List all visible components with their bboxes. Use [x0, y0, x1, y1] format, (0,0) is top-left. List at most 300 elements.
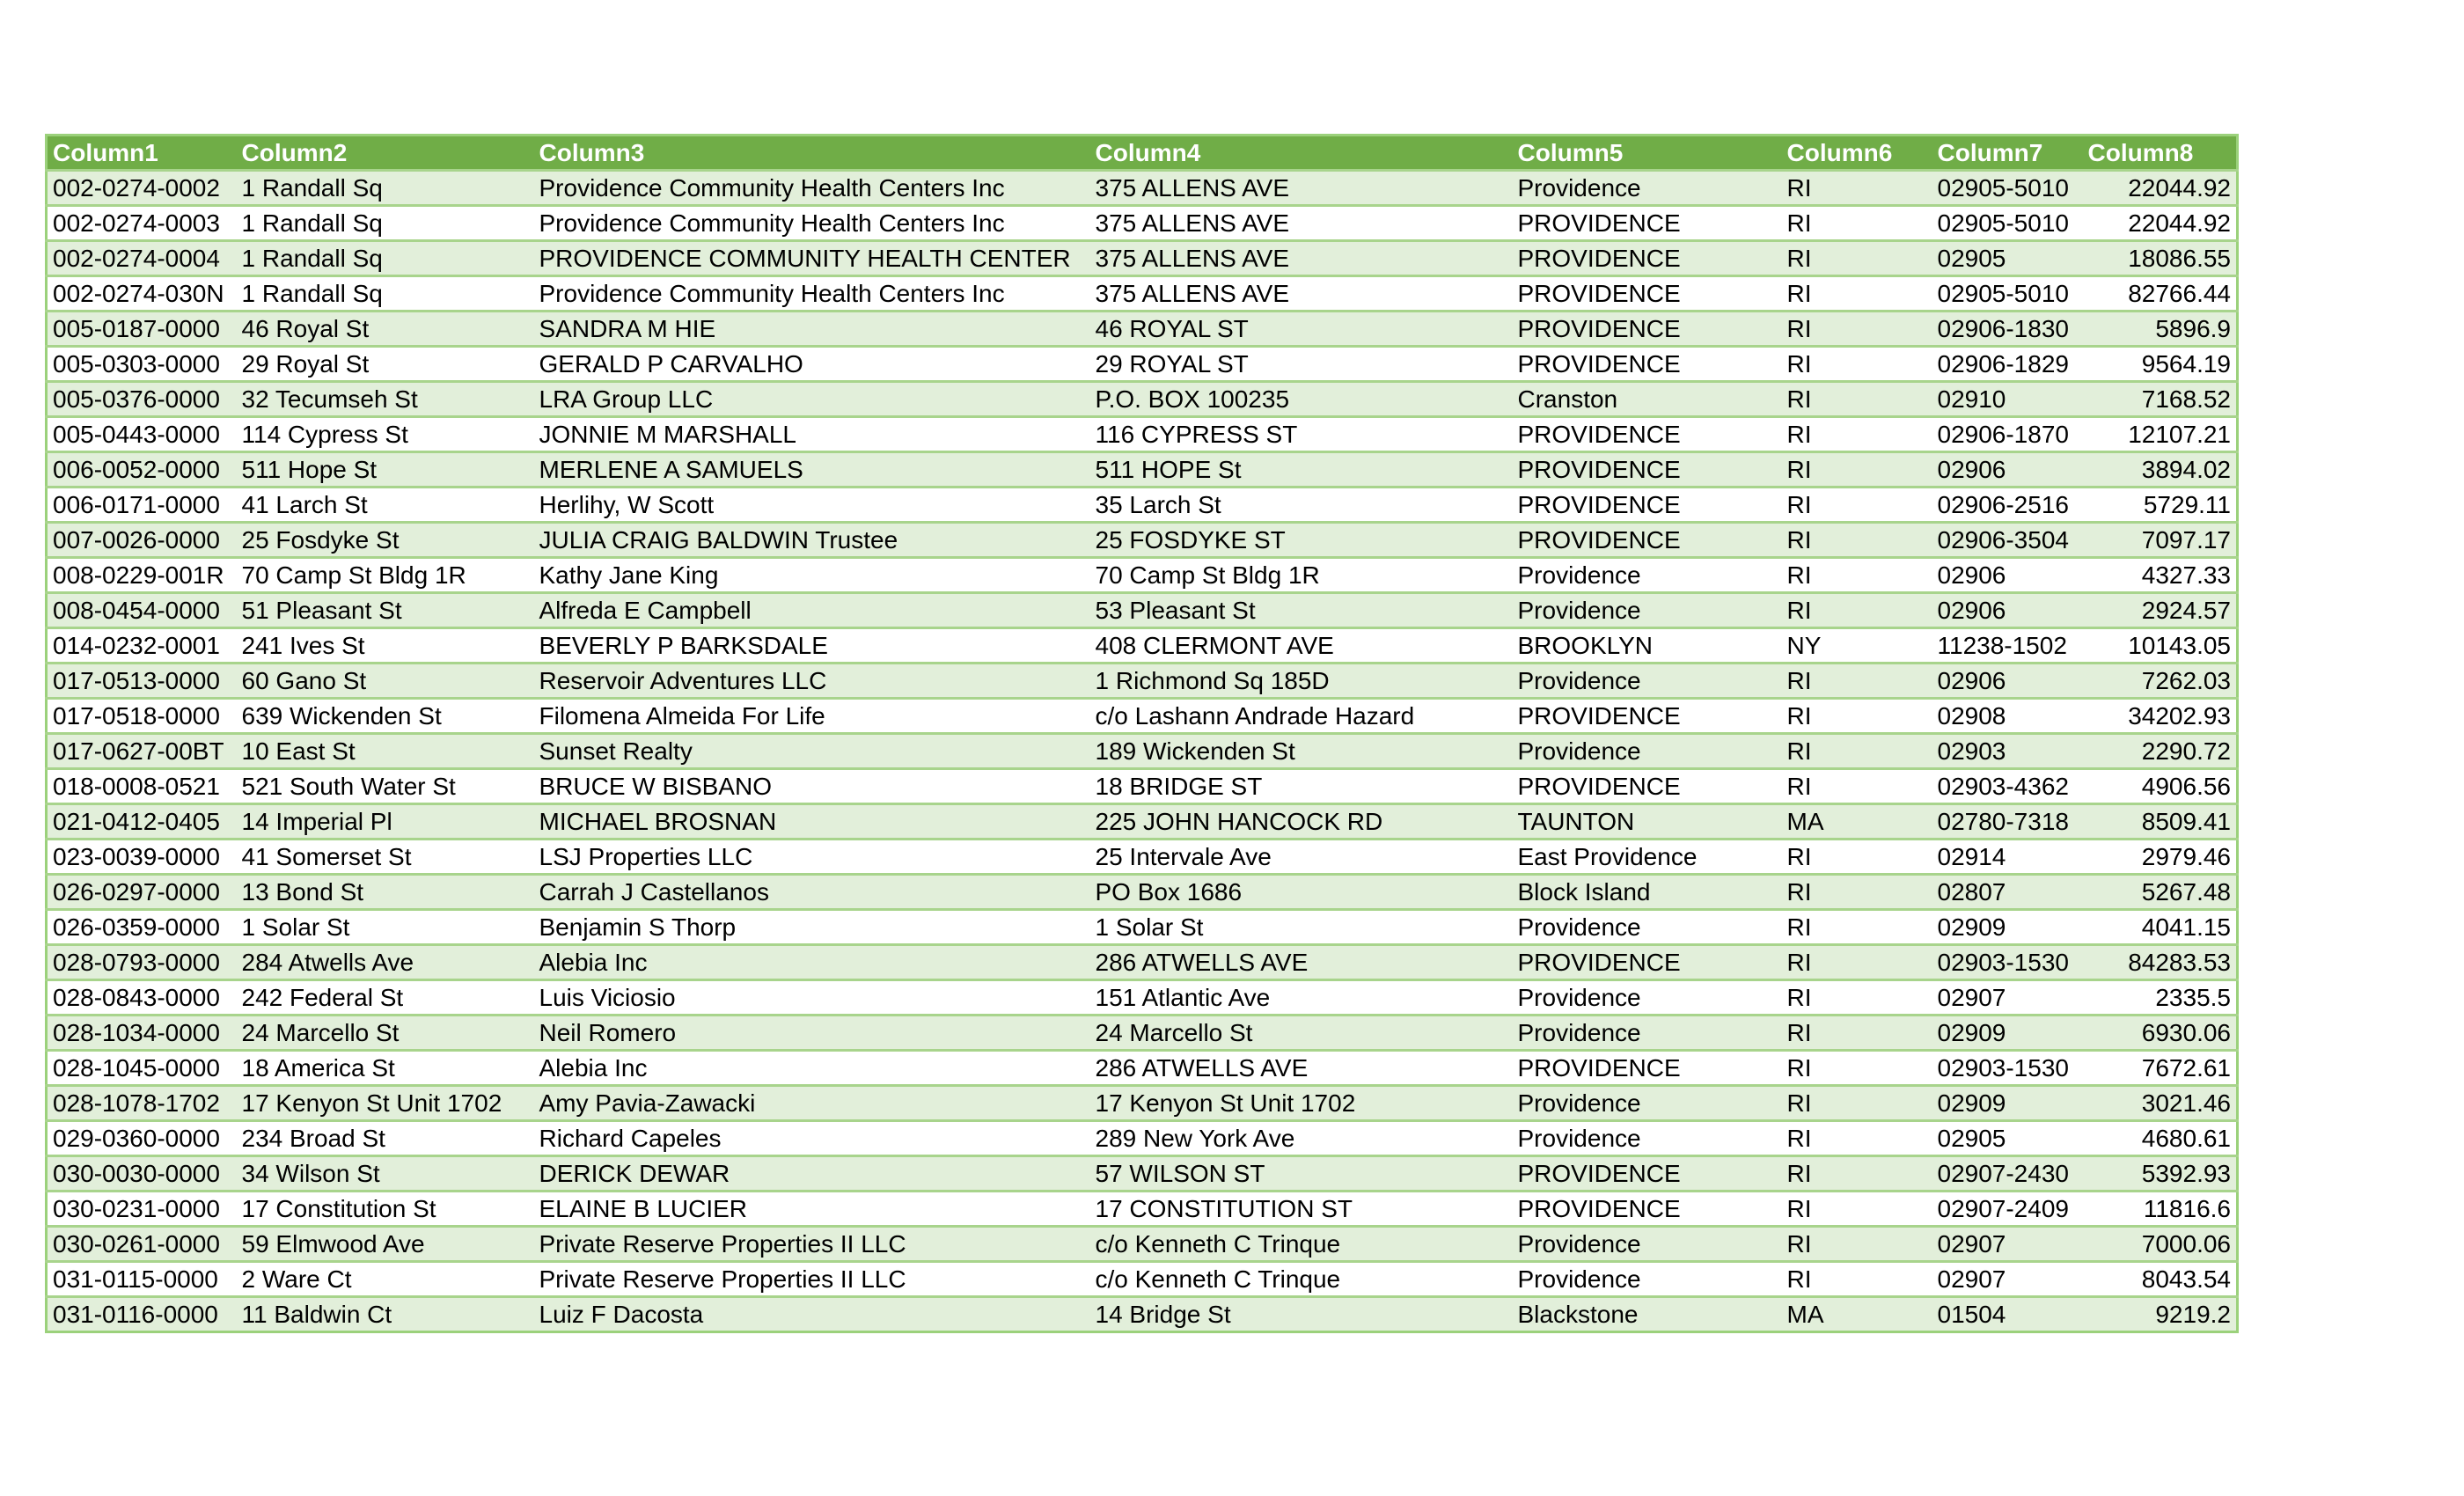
amount-cell[interactable]: 10143.05 [2083, 628, 2238, 664]
state-cell[interactable]: RI [1782, 840, 1932, 875]
city-cell[interactable]: PROVIDENCE [1513, 452, 1782, 488]
city-cell[interactable]: PROVIDENCE [1513, 417, 1782, 452]
city-cell[interactable]: Providence [1513, 171, 1782, 206]
parcel-id-cell[interactable]: 030-0261-0000 [47, 1227, 237, 1262]
amount-cell[interactable]: 7168.52 [2083, 382, 2238, 417]
zip-cell[interactable]: 02906-2516 [1932, 488, 2083, 523]
mailing-address-cell[interactable]: PO Box 1686 [1090, 875, 1513, 910]
amount-cell[interactable]: 3021.46 [2083, 1086, 2238, 1121]
location-cell[interactable]: 234 Broad St [237, 1121, 534, 1156]
owner-cell[interactable]: Providence Community Health Centers Inc [534, 276, 1090, 312]
city-cell[interactable]: PROVIDENCE [1513, 241, 1782, 276]
parcel-id-cell[interactable]: 014-0232-0001 [47, 628, 237, 664]
parcel-id-cell[interactable]: 017-0518-0000 [47, 699, 237, 734]
zip-cell[interactable]: 02903-1530 [1932, 945, 2083, 980]
owner-cell[interactable]: Private Reserve Properties II LLC [534, 1262, 1090, 1297]
city-cell[interactable]: Providence [1513, 1016, 1782, 1051]
mailing-address-cell[interactable]: 375 ALLENS AVE [1090, 276, 1513, 312]
location-cell[interactable]: 29 Royal St [237, 347, 534, 382]
column-header[interactable]: Column3 [534, 136, 1090, 171]
location-cell[interactable]: 70 Camp St Bldg 1R [237, 558, 534, 593]
amount-cell[interactable]: 84283.53 [2083, 945, 2238, 980]
location-cell[interactable]: 10 East St [237, 734, 534, 769]
zip-cell[interactable]: 02903-1530 [1932, 1051, 2083, 1086]
state-cell[interactable]: RI [1782, 664, 1932, 699]
owner-cell[interactable]: Filomena Almeida For Life [534, 699, 1090, 734]
zip-cell[interactable]: 02907-2409 [1932, 1192, 2083, 1227]
owner-cell[interactable]: Kathy Jane King [534, 558, 1090, 593]
owner-cell[interactable]: Reservoir Adventures LLC [534, 664, 1090, 699]
location-cell[interactable]: 51 Pleasant St [237, 593, 534, 628]
state-cell[interactable]: RI [1782, 699, 1932, 734]
amount-cell[interactable]: 8043.54 [2083, 1262, 2238, 1297]
owner-cell[interactable]: Alfreda E Campbell [534, 593, 1090, 628]
mailing-address-cell[interactable]: 29 ROYAL ST [1090, 347, 1513, 382]
owner-cell[interactable]: Richard Capeles [534, 1121, 1090, 1156]
parcel-id-cell[interactable]: 005-0376-0000 [47, 382, 237, 417]
location-cell[interactable]: 17 Kenyon St Unit 1702 [237, 1086, 534, 1121]
city-cell[interactable]: Providence [1513, 1262, 1782, 1297]
location-cell[interactable]: 60 Gano St [237, 664, 534, 699]
owner-cell[interactable]: Herlihy, W Scott [534, 488, 1090, 523]
location-cell[interactable]: 14 Imperial Pl [237, 804, 534, 840]
state-cell[interactable]: RI [1782, 945, 1932, 980]
state-cell[interactable]: MA [1782, 1297, 1932, 1332]
mailing-address-cell[interactable]: 225 JOHN HANCOCK RD [1090, 804, 1513, 840]
city-cell[interactable]: Providence [1513, 1227, 1782, 1262]
zip-cell[interactable]: 02905 [1932, 241, 2083, 276]
amount-cell[interactable]: 4906.56 [2083, 769, 2238, 804]
mailing-address-cell[interactable]: 25 FOSDYKE ST [1090, 523, 1513, 558]
table-row [47, 664, 2238, 699]
owner-cell[interactable]: Private Reserve Properties II LLC [534, 1227, 1090, 1262]
table-row [47, 347, 2238, 382]
mailing-address-cell[interactable]: 57 WILSON ST [1090, 1156, 1513, 1192]
parcel-id-cell[interactable]: 029-0360-0000 [47, 1121, 237, 1156]
table-row [47, 417, 2238, 452]
parcel-id-cell[interactable]: 005-0303-0000 [47, 347, 237, 382]
owner-cell[interactable]: LSJ Properties LLC [534, 840, 1090, 875]
mailing-address-cell[interactable]: 14 Bridge St [1090, 1297, 1513, 1332]
amount-cell[interactable]: 4041.15 [2083, 910, 2238, 945]
owner-cell[interactable]: JULIA CRAIG BALDWIN Trustee [534, 523, 1090, 558]
zip-cell[interactable]: 02807 [1932, 875, 2083, 910]
mailing-address-cell[interactable]: c/o Lashann Andrade Hazard [1090, 699, 1513, 734]
state-cell[interactable]: RI [1782, 1192, 1932, 1227]
state-cell[interactable]: RI [1782, 1121, 1932, 1156]
table-row [47, 804, 2238, 840]
location-cell[interactable]: 241 Ives St [237, 628, 534, 664]
state-cell[interactable]: RI [1782, 1016, 1932, 1051]
mailing-address-cell[interactable]: 286 ATWELLS AVE [1090, 1051, 1513, 1086]
table-row [47, 1156, 2238, 1192]
parcel-id-cell[interactable]: 006-0171-0000 [47, 488, 237, 523]
owner-cell[interactable]: SANDRA M HIE [534, 312, 1090, 347]
amount-cell[interactable]: 22044.92 [2083, 206, 2238, 241]
state-cell[interactable]: RI [1782, 1086, 1932, 1121]
location-cell[interactable]: 24 Marcello St [237, 1016, 534, 1051]
mailing-address-cell[interactable]: c/o Kenneth C Trinque [1090, 1262, 1513, 1297]
mailing-address-cell[interactable]: 375 ALLENS AVE [1090, 171, 1513, 206]
amount-cell[interactable]: 5392.93 [2083, 1156, 2238, 1192]
zip-cell[interactable]: 02907 [1932, 980, 2083, 1016]
amount-cell[interactable]: 3894.02 [2083, 452, 2238, 488]
parcel-id-cell[interactable]: 031-0116-0000 [47, 1297, 237, 1332]
location-cell[interactable]: 242 Federal St [237, 980, 534, 1016]
zip-cell[interactable]: 02906-1829 [1932, 347, 2083, 382]
amount-cell[interactable]: 22044.92 [2083, 171, 2238, 206]
table-row [47, 312, 2238, 347]
table-row [47, 593, 2238, 628]
zip-cell[interactable]: 02907 [1932, 1262, 2083, 1297]
mailing-address-cell[interactable]: 17 Kenyon St Unit 1702 [1090, 1086, 1513, 1121]
state-cell[interactable]: RI [1782, 558, 1932, 593]
city-cell[interactable]: PROVIDENCE [1513, 945, 1782, 980]
amount-cell[interactable]: 7672.61 [2083, 1051, 2238, 1086]
city-cell[interactable]: PROVIDENCE [1513, 1051, 1782, 1086]
state-cell[interactable]: RI [1782, 241, 1932, 276]
table-row [47, 276, 2238, 312]
state-cell[interactable]: RI [1782, 417, 1932, 452]
city-cell[interactable]: BROOKLYN [1513, 628, 1782, 664]
table-row [47, 382, 2238, 417]
location-cell[interactable]: 2 Ware Ct [237, 1262, 534, 1297]
column-header[interactable]: Column5 [1513, 136, 1782, 171]
state-cell[interactable]: NY [1782, 628, 1932, 664]
zip-cell[interactable]: 02910 [1932, 382, 2083, 417]
zip-cell[interactable]: 02908 [1932, 699, 2083, 734]
owner-cell[interactable]: Amy Pavia-Zawacki [534, 1086, 1090, 1121]
zip-cell[interactable]: 02905-5010 [1932, 276, 2083, 312]
amount-cell[interactable]: 82766.44 [2083, 276, 2238, 312]
table-row [47, 980, 2238, 1016]
location-cell[interactable]: 284 Atwells Ave [237, 945, 534, 980]
location-cell[interactable]: 34 Wilson St [237, 1156, 534, 1192]
owner-cell[interactable]: Carrah J Castellanos [534, 875, 1090, 910]
amount-cell[interactable]: 7097.17 [2083, 523, 2238, 558]
owner-cell[interactable]: Neil Romero [534, 1016, 1090, 1051]
owner-cell[interactable]: JONNIE M MARSHALL [534, 417, 1090, 452]
state-cell[interactable]: RI [1782, 1227, 1932, 1262]
city-cell[interactable]: Providence [1513, 558, 1782, 593]
parcel-id-cell[interactable]: 031-0115-0000 [47, 1262, 237, 1297]
state-cell[interactable]: RI [1782, 206, 1932, 241]
table-row [47, 452, 2238, 488]
owner-cell[interactable]: Luis Viciosio [534, 980, 1090, 1016]
column-header[interactable]: Column4 [1090, 136, 1513, 171]
state-cell[interactable]: RI [1782, 488, 1932, 523]
location-cell[interactable]: 32 Tecumseh St [237, 382, 534, 417]
zip-cell[interactable]: 02905-5010 [1932, 206, 2083, 241]
state-cell[interactable]: MA [1782, 804, 1932, 840]
state-cell[interactable]: RI [1782, 312, 1932, 347]
parcel-id-cell[interactable]: 030-0030-0000 [47, 1156, 237, 1192]
parcel-id-cell[interactable]: 007-0026-0000 [47, 523, 237, 558]
owner-cell[interactable]: MERLENE A SAMUELS [534, 452, 1090, 488]
location-cell[interactable]: 1 Randall Sq [237, 206, 534, 241]
parcel-id-cell[interactable]: 028-0793-0000 [47, 945, 237, 980]
owner-cell[interactable]: BRUCE W BISBANO [534, 769, 1090, 804]
city-cell[interactable]: PROVIDENCE [1513, 276, 1782, 312]
parcel-id-cell[interactable]: 017-0627-00BT [47, 734, 237, 769]
column-header[interactable]: Column7 [1932, 136, 2083, 171]
table-row [47, 1051, 2238, 1086]
location-cell[interactable]: 25 Fosdyke St [237, 523, 534, 558]
parcel-id-cell[interactable]: 002-0274-0004 [47, 241, 237, 276]
amount-cell[interactable]: 4327.33 [2083, 558, 2238, 593]
location-cell[interactable]: 18 America St [237, 1051, 534, 1086]
state-cell[interactable]: RI [1782, 769, 1932, 804]
column-header[interactable]: Column1 [47, 136, 237, 171]
parcel-id-cell[interactable]: 030-0231-0000 [47, 1192, 237, 1227]
owner-cell[interactable]: Providence Community Health Centers Inc [534, 171, 1090, 206]
mailing-address-cell[interactable]: 375 ALLENS AVE [1090, 206, 1513, 241]
amount-cell[interactable]: 9219.2 [2083, 1297, 2238, 1332]
zip-cell[interactable]: 02905-5010 [1932, 171, 2083, 206]
zip-cell[interactable]: 02909 [1932, 1086, 2083, 1121]
city-cell[interactable]: PROVIDENCE [1513, 1192, 1782, 1227]
mailing-address-cell[interactable]: 408 CLERMONT AVE [1090, 628, 1513, 664]
owner-cell[interactable]: Providence Community Health Centers Inc [534, 206, 1090, 241]
zip-cell[interactable]: 01504 [1932, 1297, 2083, 1332]
amount-cell[interactable]: 7000.06 [2083, 1227, 2238, 1262]
table-row [47, 1192, 2238, 1227]
location-cell[interactable]: 13 Bond St [237, 875, 534, 910]
location-cell[interactable]: 59 Elmwood Ave [237, 1227, 534, 1262]
amount-cell[interactable]: 2335.5 [2083, 980, 2238, 1016]
owner-cell[interactable]: DERICK DEWAR [534, 1156, 1090, 1192]
owner-cell[interactable]: ELAINE B LUCIER [534, 1192, 1090, 1227]
city-cell[interactable]: Providence [1513, 664, 1782, 699]
location-cell[interactable]: 41 Larch St [237, 488, 534, 523]
table-row [47, 241, 2238, 276]
state-cell[interactable]: RI [1782, 593, 1932, 628]
table-row [47, 1227, 2238, 1262]
owner-cell[interactable]: Alebia Inc [534, 945, 1090, 980]
amount-cell[interactable]: 7262.03 [2083, 664, 2238, 699]
table-row [47, 910, 2238, 945]
zip-cell[interactable]: 02907 [1932, 1227, 2083, 1262]
parcel-id-cell[interactable]: 002-0274-0003 [47, 206, 237, 241]
city-cell[interactable]: Blackstone [1513, 1297, 1782, 1332]
mailing-address-cell[interactable]: 35 Larch St [1090, 488, 1513, 523]
parcel-id-cell[interactable]: 008-0229-001R [47, 558, 237, 593]
parcel-id-cell[interactable]: 023-0039-0000 [47, 840, 237, 875]
mailing-address-cell[interactable]: 289 New York Ave [1090, 1121, 1513, 1156]
city-cell[interactable]: PROVIDENCE [1513, 488, 1782, 523]
parcel-id-cell[interactable]: 028-1034-0000 [47, 1016, 237, 1051]
parcel-id-cell[interactable]: 026-0297-0000 [47, 875, 237, 910]
mailing-address-cell[interactable]: 17 CONSTITUTION ST [1090, 1192, 1513, 1227]
state-cell[interactable]: RI [1782, 734, 1932, 769]
parcel-id-cell[interactable]: 008-0454-0000 [47, 593, 237, 628]
amount-cell[interactable]: 2290.72 [2083, 734, 2238, 769]
zip-cell[interactable]: 02906-1870 [1932, 417, 2083, 452]
parcel-id-cell[interactable]: 028-0843-0000 [47, 980, 237, 1016]
zip-cell[interactable]: 02906 [1932, 593, 2083, 628]
mailing-address-cell[interactable]: 511 HOPE St [1090, 452, 1513, 488]
owner-cell[interactable]: Benjamin S Thorp [534, 910, 1090, 945]
state-cell[interactable]: RI [1782, 382, 1932, 417]
city-cell[interactable]: East Providence [1513, 840, 1782, 875]
amount-cell[interactable]: 9564.19 [2083, 347, 2238, 382]
zip-cell[interactable]: 11238-1502 [1932, 628, 2083, 664]
table-body [47, 171, 2238, 1332]
state-cell[interactable]: RI [1782, 347, 1932, 382]
location-cell[interactable]: 17 Constitution St [237, 1192, 534, 1227]
state-cell[interactable]: RI [1782, 523, 1932, 558]
column-header[interactable]: Column2 [237, 136, 534, 171]
amount-cell[interactable]: 18086.55 [2083, 241, 2238, 276]
table-row [47, 840, 2238, 875]
owner-cell[interactable]: Sunset Realty [534, 734, 1090, 769]
city-cell[interactable]: PROVIDENCE [1513, 769, 1782, 804]
city-cell[interactable]: PROVIDENCE [1513, 206, 1782, 241]
location-cell[interactable]: 1 Randall Sq [237, 171, 534, 206]
location-cell[interactable]: 1 Solar St [237, 910, 534, 945]
zip-cell[interactable]: 02906 [1932, 558, 2083, 593]
column-header[interactable]: Column6 [1782, 136, 1932, 171]
table-row [47, 488, 2238, 523]
mailing-address-cell[interactable]: 53 Pleasant St [1090, 593, 1513, 628]
table-row [47, 1086, 2238, 1121]
mailing-address-cell[interactable]: 286 ATWELLS AVE [1090, 945, 1513, 980]
state-cell[interactable]: RI [1782, 910, 1932, 945]
mailing-address-cell[interactable]: 189 Wickenden St [1090, 734, 1513, 769]
parcel-id-cell[interactable]: 002-0274-0002 [47, 171, 237, 206]
state-cell[interactable]: RI [1782, 452, 1932, 488]
location-cell[interactable]: 521 South Water St [237, 769, 534, 804]
zip-cell[interactable]: 02906 [1932, 452, 2083, 488]
city-cell[interactable]: PROVIDENCE [1513, 347, 1782, 382]
parcel-id-cell[interactable]: 028-1045-0000 [47, 1051, 237, 1086]
mailing-address-cell[interactable]: P.O. BOX 100235 [1090, 382, 1513, 417]
table-row [47, 171, 2238, 206]
parcel-id-cell[interactable]: 021-0412-0405 [47, 804, 237, 840]
zip-cell[interactable]: 02907-2430 [1932, 1156, 2083, 1192]
city-cell[interactable]: PROVIDENCE [1513, 523, 1782, 558]
owner-cell[interactable]: Alebia Inc [534, 1051, 1090, 1086]
city-cell[interactable]: Cranston [1513, 382, 1782, 417]
mailing-address-cell[interactable]: 46 ROYAL ST [1090, 312, 1513, 347]
amount-cell[interactable]: 12107.21 [2083, 417, 2238, 452]
city-cell[interactable]: PROVIDENCE [1513, 312, 1782, 347]
owner-cell[interactable]: GERALD P CARVALHO [534, 347, 1090, 382]
parcel-id-cell[interactable]: 002-0274-030N [47, 276, 237, 312]
city-cell[interactable]: TAUNTON [1513, 804, 1782, 840]
parcel-id-cell[interactable]: 026-0359-0000 [47, 910, 237, 945]
city-cell[interactable]: PROVIDENCE [1513, 1156, 1782, 1192]
state-cell[interactable]: RI [1782, 1156, 1932, 1192]
zip-cell[interactable]: 02909 [1932, 910, 2083, 945]
amount-cell[interactable]: 34202.93 [2083, 699, 2238, 734]
zip-cell[interactable]: 02906-1830 [1932, 312, 2083, 347]
owner-cell[interactable]: BEVERLY P BARKSDALE [534, 628, 1090, 664]
amount-cell[interactable]: 2924.57 [2083, 593, 2238, 628]
location-cell[interactable]: 41 Somerset St [237, 840, 534, 875]
table-row [47, 945, 2238, 980]
location-cell[interactable]: 11 Baldwin Ct [237, 1297, 534, 1332]
parcel-id-cell[interactable]: 006-0052-0000 [47, 452, 237, 488]
amount-cell[interactable]: 6930.06 [2083, 1016, 2238, 1051]
city-cell[interactable]: Block Island [1513, 875, 1782, 910]
mailing-address-cell[interactable]: 151 Atlantic Ave [1090, 980, 1513, 1016]
mailing-address-cell[interactable]: 1 Richmond Sq 185D [1090, 664, 1513, 699]
table-row [47, 628, 2238, 664]
city-cell[interactable]: PROVIDENCE [1513, 699, 1782, 734]
zip-cell[interactable]: 02909 [1932, 1016, 2083, 1051]
owner-cell[interactable]: LRA Group LLC [534, 382, 1090, 417]
location-cell[interactable]: 1 Randall Sq [237, 241, 534, 276]
state-cell[interactable]: RI [1782, 875, 1932, 910]
table-row [47, 206, 2238, 241]
parcel-id-cell[interactable]: 018-0008-0521 [47, 769, 237, 804]
zip-cell[interactable]: 02914 [1932, 840, 2083, 875]
amount-cell[interactable]: 4680.61 [2083, 1121, 2238, 1156]
zip-cell[interactable]: 02780-7318 [1932, 804, 2083, 840]
column-header[interactable]: Column8 [2083, 136, 2238, 171]
owner-cell[interactable]: Luiz F Dacosta [534, 1297, 1090, 1332]
location-cell[interactable]: 1 Randall Sq [237, 276, 534, 312]
city-cell[interactable]: Providence [1513, 980, 1782, 1016]
owner-cell[interactable]: MICHAEL BROSNAN [534, 804, 1090, 840]
zip-cell[interactable]: 02906-3504 [1932, 523, 2083, 558]
location-cell[interactable]: 511 Hope St [237, 452, 534, 488]
location-cell[interactable]: 114 Cypress St [237, 417, 534, 452]
mailing-address-cell[interactable]: 18 BRIDGE ST [1090, 769, 1513, 804]
amount-cell[interactable]: 5267.48 [2083, 875, 2238, 910]
owner-cell[interactable]: PROVIDENCE COMMUNITY HEALTH CENTER [534, 241, 1090, 276]
mailing-address-cell[interactable]: 375 ALLENS AVE [1090, 241, 1513, 276]
state-cell[interactable]: RI [1782, 171, 1932, 206]
amount-cell[interactable]: 2979.46 [2083, 840, 2238, 875]
mailing-address-cell[interactable]: 70 Camp St Bldg 1R [1090, 558, 1513, 593]
table-row [47, 875, 2238, 910]
parcel-id-cell[interactable]: 017-0513-0000 [47, 664, 237, 699]
state-cell[interactable]: RI [1782, 1051, 1932, 1086]
mailing-address-cell[interactable]: c/o Kenneth C Trinque [1090, 1227, 1513, 1262]
mailing-address-cell[interactable]: 1 Solar St [1090, 910, 1513, 945]
mailing-address-cell[interactable]: 116 CYPRESS ST [1090, 417, 1513, 452]
table-row [47, 699, 2238, 734]
amount-cell[interactable]: 8509.41 [2083, 804, 2238, 840]
zip-cell[interactable]: 02903 [1932, 734, 2083, 769]
location-cell[interactable]: 639 Wickenden St [237, 699, 534, 734]
city-cell[interactable]: Providence [1513, 1121, 1782, 1156]
state-cell[interactable]: RI [1782, 1262, 1932, 1297]
city-cell[interactable]: Providence [1513, 910, 1782, 945]
parcel-id-cell[interactable]: 005-0187-0000 [47, 312, 237, 347]
state-cell[interactable]: RI [1782, 980, 1932, 1016]
zip-cell[interactable]: 02905 [1932, 1121, 2083, 1156]
zip-cell[interactable]: 02906 [1932, 664, 2083, 699]
city-cell[interactable]: Providence [1513, 1086, 1782, 1121]
parcel-id-cell[interactable]: 028-1078-1702 [47, 1086, 237, 1121]
table-row [47, 769, 2238, 804]
state-cell[interactable]: RI [1782, 276, 1932, 312]
amount-cell[interactable]: 11816.6 [2083, 1192, 2238, 1227]
zip-cell[interactable]: 02903-4362 [1932, 769, 2083, 804]
table-row [47, 523, 2238, 558]
mailing-address-cell[interactable]: 24 Marcello St [1090, 1016, 1513, 1051]
location-cell[interactable]: 46 Royal St [237, 312, 534, 347]
city-cell[interactable]: Providence [1513, 734, 1782, 769]
amount-cell[interactable]: 5729.11 [2083, 488, 2238, 523]
mailing-address-cell[interactable]: 25 Intervale Ave [1090, 840, 1513, 875]
parcel-id-cell[interactable]: 005-0443-0000 [47, 417, 237, 452]
amount-cell[interactable]: 5896.9 [2083, 312, 2238, 347]
city-cell[interactable]: Providence [1513, 593, 1782, 628]
